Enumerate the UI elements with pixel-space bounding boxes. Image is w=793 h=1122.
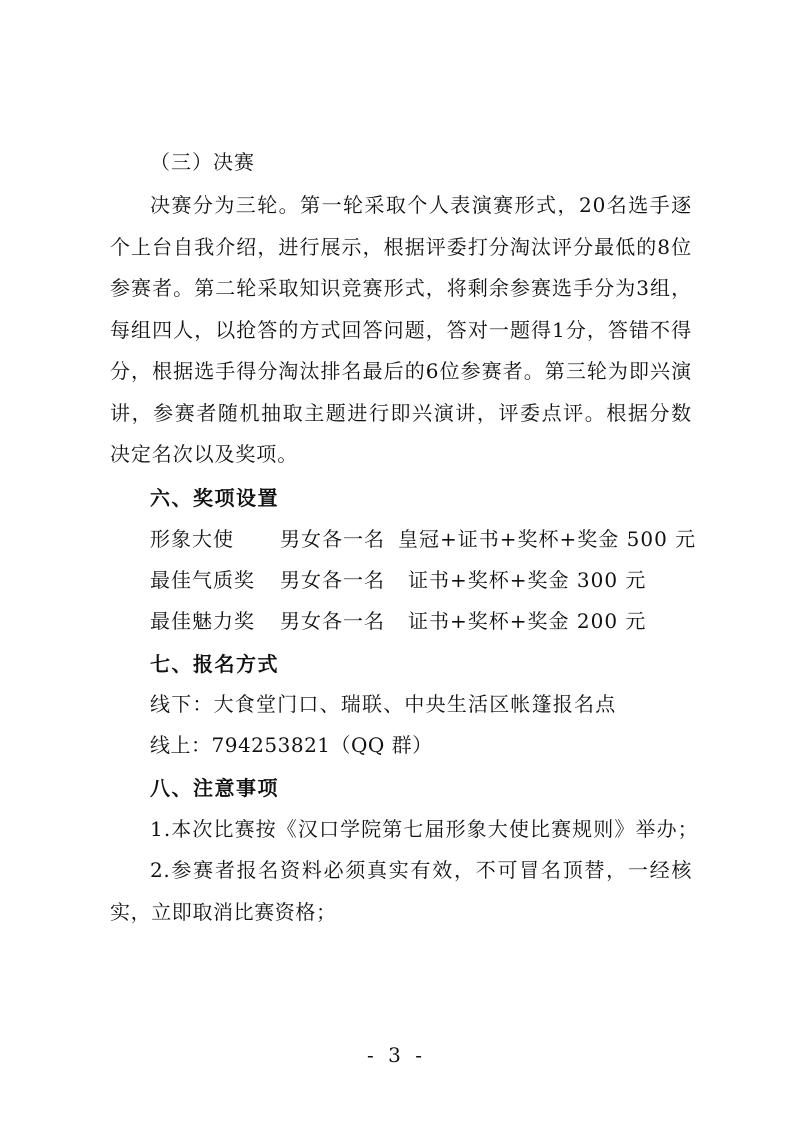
award-name: 最佳气质奖 <box>150 568 255 592</box>
award-name: 最佳魅力奖 <box>150 609 255 633</box>
signup-offline: 线下：大食堂门口、瑞联、中央生活区帐篷报名点 <box>150 692 617 716</box>
note-item-1: 1.本次比赛按《汉口学院第七届形象大使比赛规则》举办； <box>150 817 699 841</box>
award-count: 男女各一名 <box>280 568 385 592</box>
award-row-ambassador <box>150 525 710 553</box>
award-count: 男女各一名 <box>280 609 385 633</box>
final-round-paragraph: 决赛分为三轮。第一轮采取个人表演赛形式，20名选手逐个上台自我介绍，进行展示，根据评委打分淘汰评分最低的8位参赛者。第二轮采取知识竞赛形式，将剩余参赛选手分为3组，每组四人，以抢答的方式回答问题，答对一题得1分，答错不得分，根据选手得分淘汰排名最后的6位参赛者。第三轮为即兴演讲，参赛者随机抽取主题进行即兴演讲，评委点评。根据分数决定名次以及奖项。 <box>110 193 692 466</box>
award-row-temperament <box>150 566 710 594</box>
award-prize: 皇冠+证书+奖杯+奖金 500 元 <box>398 527 697 551</box>
award-prize: 证书+奖杯+奖金 200 元 <box>408 609 647 633</box>
awards-heading: 六、奖项设置 <box>150 486 279 510</box>
final-round-heading: （三）决赛 <box>150 150 255 174</box>
notes-heading: 八、注意事项 <box>150 776 279 800</box>
award-name: 形象大使 <box>150 527 234 551</box>
award-prize: 证书+奖杯+奖金 300 元 <box>408 568 647 592</box>
page-number: - 3 - <box>367 1043 426 1067</box>
note-item-2: 2.参赛者报名资料必须真实有效，不可冒名顶替，一经核实，立即取消比赛资格； <box>110 858 692 924</box>
signup-online: 线上：794253821（QQ 群） <box>150 733 433 757</box>
award-count: 男女各一名 <box>280 527 385 551</box>
award-row-charm <box>150 607 710 635</box>
signup-heading: 七、报名方式 <box>150 652 279 676</box>
